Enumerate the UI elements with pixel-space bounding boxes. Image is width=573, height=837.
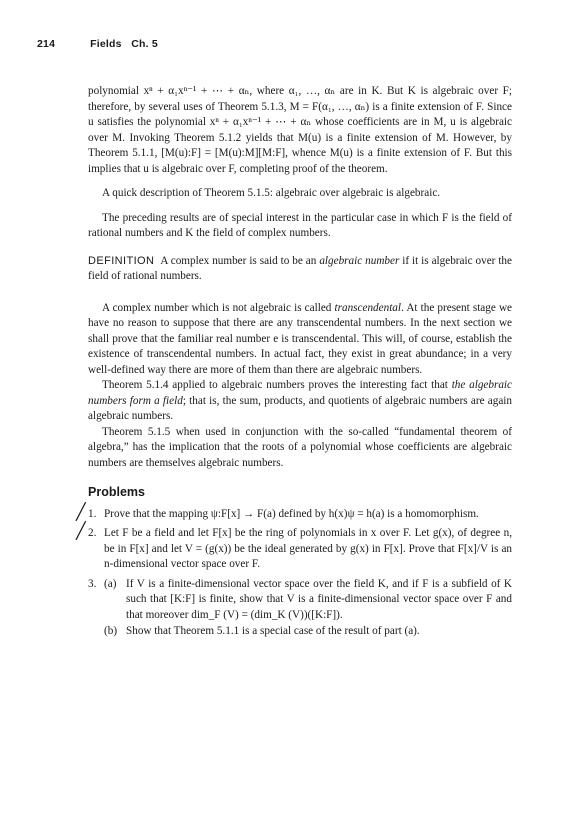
paragraph-special-case: The preceding results are of special interest in the particular case in which F is the field of rational numbers and K the field of complex numbers. — [88, 211, 512, 239]
part-label: (b) — [104, 625, 118, 637]
part-text: Show that Theorem 5.1.1 is a special case of the result of part (a). — [126, 625, 420, 637]
checkmark-icon: ╱ — [76, 501, 86, 521]
part-label: (a) — [104, 577, 117, 590]
problem-3b — [104, 624, 512, 640]
paragraph-transcendental — [88, 301, 512, 379]
problems-heading: Problems — [88, 485, 145, 499]
problem-2 — [76, 521, 512, 573]
definition-label: DEFINITION — [88, 254, 155, 267]
field-term: the algebraic numbers form a field — [88, 379, 513, 407]
problem-number: 2. — [88, 527, 97, 539]
definition-text-pre: A complex number is said to be an — [160, 254, 320, 267]
paragraph-fundamental-theorem: Theorem 5.1.5 when used in conjunction with the so-called “fundamental theorem of algebra,” has the implication that the roots of a polynomial whose coefficients are algebraic numbers are themselves algebraic numbers. — [88, 425, 512, 469]
problem-3a — [104, 577, 512, 624]
field-text-pre: Theorem 5.1.4 applied to algebraic numbers proves the interesting fact that — [102, 379, 452, 391]
problem-number: 1. — [88, 507, 97, 520]
problem-number: 3. — [88, 577, 97, 590]
transcendental-text-pre: A complex number which is not algebraic is called — [102, 301, 335, 314]
page-number: 214 — [37, 38, 56, 50]
running-header — [37, 38, 158, 50]
problem-text: Let F be a field and let F[x] be the ring of polynomials in x over F. Let g(x), of degree n, be in F[x] and let V = (g(x)) be the ideal generated by g(x) in F[x]. Prove that F[x]/V is an n-dimensional vector space over F. — [104, 527, 512, 570]
paragraph-algebraic-field — [88, 378, 512, 425]
paragraph-proof-continuation: polynomial xⁿ + α₁xⁿ⁻¹ + ⋯ + αₙ, where α₁, …, αₙ are in K. But K is algebraic over F; therefore, by several uses of Theorem 5.1.3, M = F(α₁, …, αₙ) is a finite extension of F. Since u satisfies the polynomial xⁿ + α₁xⁿ⁻¹ + ⋯ + αₙ whose coefficients are in M, u is algebraic over M. Invoking Theorem 5.1.2 yields that M(u) is a finite extension of M. However, by Theorem 5.1.1, [M(u):F] = [M(u):M][M:F], whence M(u) is a finite extension of F. But this implies that u is algebraic over F, completing proof of the theorem. — [88, 85, 512, 175]
definition-algebraic-number — [88, 254, 512, 285]
problem-3 — [88, 577, 512, 640]
part-text: If V is a finite-dimensional vector space over the field K, and if F is a subfield of K such that [K:F] is finite, show that V is a finite-dimensional vector space over F and that moreover dim_F (V) = (dim_K (V))([K:F]). — [126, 577, 512, 621]
definition-text-post: if it is algebraic over the field of rational numbers. — [88, 254, 512, 282]
page-body — [76, 84, 513, 640]
transcendental-term: transcendental — [334, 301, 402, 314]
chapter-label: Ch. 5 — [131, 38, 158, 50]
definition-term: algebraic number — [319, 254, 400, 267]
paragraph-theorem-summary: A quick description of Theorem 5.1.5: algebraic over algebraic is algebraic. — [102, 187, 441, 199]
transcendental-text-post: . At the present stage we have no reason to suppose that there are any transcendental numbers. In the next section we shall prove that the familiar real number e is transcendental. This will, of course, establish the existence of transcendental numbers. In actual fact, they exist in great abundance; in a very well-defined way there are more of them than there are algebraic numbers. — [88, 301, 512, 376]
checkmark-icon: ╱ — [76, 521, 86, 540]
field-text-post: ; that is, the sum, products, and quotients of algebraic numbers are again algebraic numbers. — [88, 394, 512, 422]
book-title: Fields — [90, 38, 122, 50]
problem-text: Prove that the mapping ψ:F[x] → F(a) defined by h(x)ψ = h(a) is a homomorphism. — [104, 507, 479, 520]
problem-1 — [76, 501, 512, 523]
